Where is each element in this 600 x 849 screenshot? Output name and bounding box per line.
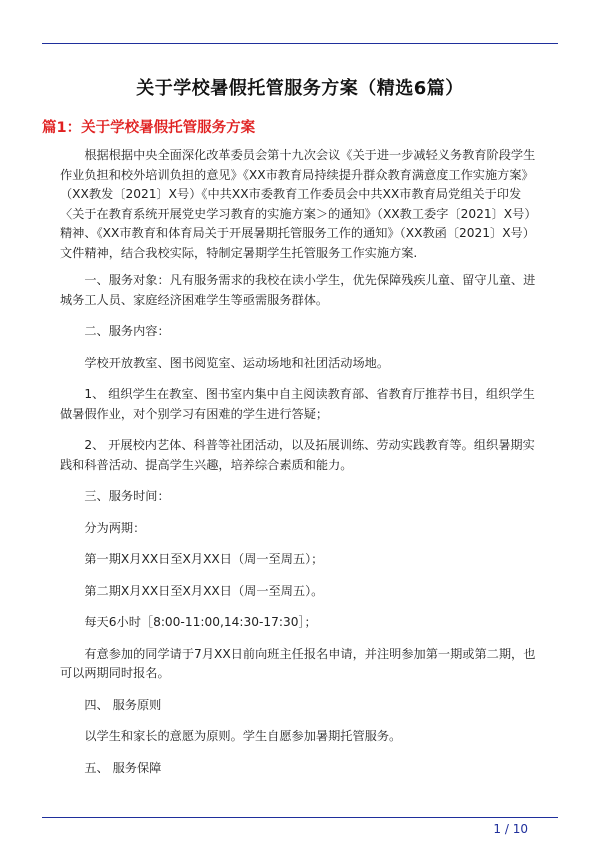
paragraph-intro: 根据根据中央全面深化改革委员会第十九次会议《关于进一步减轻义务教育阶段学生作业负担和校外培训负担的意见》《XX市教育局持续提升群众教育满意度工作实施方案》（XX教发〔2021〕X号）《中共XX市委教育工作委员会中共XX市教育局党组关于印发〈关于在教育系统开展党史学习教育的实施方案＞的通知》（XX教工委字〔2021〕X号）精神、《XX市教育和体育局关于开展暑期托管服务工作的通知》（XX教函〔2021〕X号）文件精神，结合我校实际，特制定暑期学生托管服务工作实施方案. [60, 148, 537, 260]
document-title: 关于学校暑假托管服务方案（精选6篇） [136, 78, 464, 99]
paragraph-service-content-heading: 二、服务内容： [60, 324, 170, 338]
paragraph-period-1: 第一期X月XX日至X月XX日（周一至周五）； [60, 552, 324, 566]
paragraph-two-periods: 分为两期： [60, 520, 146, 535]
footer-rule [42, 817, 558, 818]
document-body [60, 146, 540, 790]
paragraph-school-facilities: 学校开放教室、图书阅览室、运动场地和社团活动场地。 [60, 355, 390, 370]
paragraph-service-principle: 以学生和家长的意愿为原则。学生自愿参加暑期托管服务。 [60, 729, 402, 743]
paragraph-service-time-heading: 三、服务时间： [60, 489, 170, 503]
section-heading: 篇1：关于学校暑假托管服务方案 [42, 120, 256, 136]
paragraph-service-target: 一、服务对象：凡有服务需求的我校在读小学生，优先保障残疾儿童、留守儿童、进城务工人员、家庭经济困难学生等亟需服务群体。 [60, 273, 536, 307]
paragraph-period-2: 第二期X月XX日至X月XX日（周一至周五）。 [60, 583, 324, 598]
paragraph-daily-hours: 每天6小时［8:00-11:00,14:30-17:30］； [60, 615, 317, 629]
header-rule [42, 43, 558, 44]
paragraph-registration: 有意参加的同学请于7月XX日前向班主任报名申请，并注明参加第一期或第二期，也可以两期同时报名。 [60, 646, 536, 680]
paragraph-service-guarantee-heading: 五、 服务保障 [60, 760, 162, 775]
paragraph-item-1: 1、 组织学生在教室、图书室内集中自主阅读教育部、省教育厅推荐书目，组织学生做暑假作业，对个别学习有困难的学生进行答疑； [60, 387, 535, 421]
paragraph-item-2: 2、 开展校内艺体、科普等社团活动，以及拓展训练、劳动实践教育等。组织暑期实践和科普活动、提高学生兴趣，培养综合素质和能力。 [60, 438, 535, 472]
page-indicator: 1 / 10 [493, 822, 528, 836]
paragraph-service-principle-heading: 四、 服务原则 [60, 697, 162, 712]
